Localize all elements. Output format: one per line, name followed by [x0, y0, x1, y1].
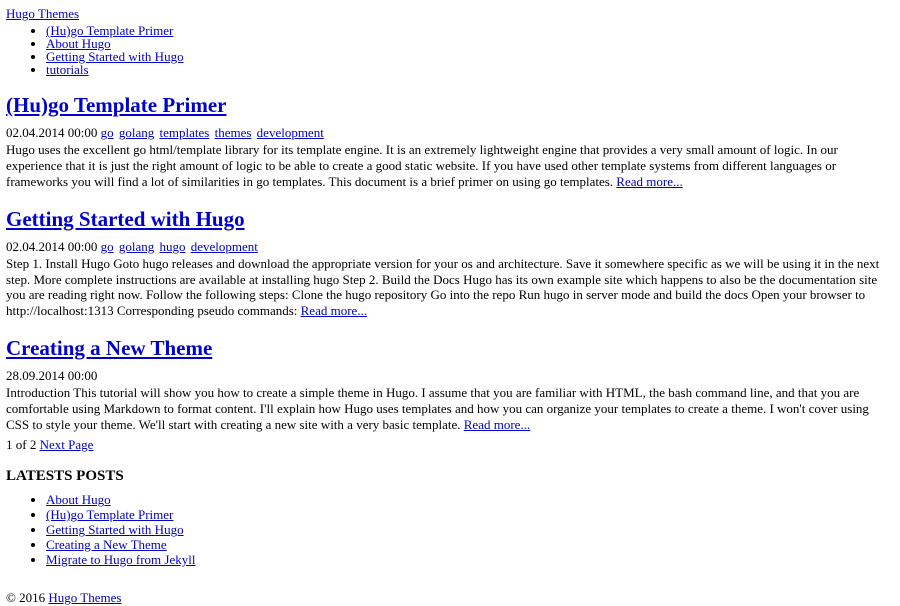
list-item	[46, 508, 894, 523]
site-title-link[interactable]: Hugo Themes	[6, 6, 80, 21]
post-tag[interactable]: golang	[118, 238, 155, 254]
latest-link-about-hugo[interactable]: About Hugo	[46, 492, 111, 508]
nav-item	[46, 63, 894, 76]
post-summary	[6, 256, 894, 319]
post-item	[6, 337, 894, 433]
pagination-status: 1 of 2	[6, 436, 37, 452]
nav-link-getting-started-with-hugo[interactable]: Getting Started with Hugo	[46, 49, 184, 64]
latest-posts-list	[6, 493, 894, 568]
site-footer	[6, 590, 894, 606]
post-item	[6, 208, 894, 320]
pagination	[6, 437, 894, 453]
nav-item	[46, 24, 894, 37]
post-summary	[6, 142, 894, 190]
post-date: 02.04.2014 00:00	[6, 238, 98, 254]
post-date: 02.04.2014 00:00	[6, 125, 98, 141]
post-title-link[interactable]: Getting Started with Hugo	[6, 206, 245, 231]
post-tag[interactable]: go	[100, 125, 114, 141]
post-tag[interactable]: templates	[159, 125, 210, 141]
nav-link-about-hugo[interactable]: About Hugo	[46, 36, 111, 51]
post-tag[interactable]: development	[190, 238, 258, 254]
nav-link-hugo-template-primer[interactable]: (Hu)go Template Primer	[46, 23, 174, 38]
post-title	[6, 208, 894, 231]
latest-link-getting-started-with-hugo[interactable]: Getting Started with Hugo	[46, 522, 184, 538]
main-navigation	[6, 24, 894, 76]
post-summary-text: Step 1. Install Hugo Goto hugo releases and download the appropriate version for your os and architecture. Save it somewhere specific as we will be using it in the next step. More complete instructions are available at installing hugo Step 2. Build the Docs Hugo has its own example site which happens to also be the documentation site you are reading right now. Follow the following steps: Clone the hugo repository Go into the repo Run hugo in server mode and build the docs Open your browser to http://localhost:1313 Corresponding pseudo commands:	[6, 255, 880, 319]
post-item	[6, 94, 894, 190]
latest-link-creating-a-new-theme[interactable]: Creating a New Theme	[46, 537, 167, 553]
post-title	[6, 337, 894, 360]
post-date: 28.09.2014 00:00	[6, 368, 98, 384]
latest-link-migrate-to-hugo-from-jekyll[interactable]: Migrate to Hugo from Jekyll	[46, 552, 196, 568]
list-item	[46, 523, 894, 538]
main-nav-list	[6, 24, 894, 76]
footer-link[interactable]: Hugo Themes	[48, 590, 122, 606]
post-tag[interactable]: golang	[118, 125, 155, 141]
post-meta	[6, 239, 894, 255]
post-meta	[6, 125, 894, 141]
read-more-link[interactable]: Read more...	[616, 173, 683, 189]
nav-link-tutorials[interactable]: tutorials	[46, 62, 89, 77]
list-item	[46, 538, 894, 553]
nav-item	[46, 50, 894, 63]
read-more-link[interactable]: Read more...	[463, 417, 531, 433]
read-more-link[interactable]: Read more...	[300, 303, 368, 319]
post-summary-text: Introduction This tutorial will show you how to create a simple theme in Hugo. I assume that you are familiar with HTML, the bash command line, and that you are comfortable using Markdown to format content. I'll explain how Hugo uses templates and how you can organize your templates to create a theme. I won't cover using CSS to style your theme. We'll start with creating a new site with a very basic template.	[6, 385, 869, 433]
post-tag[interactable]: hugo	[159, 238, 186, 254]
post-title	[6, 94, 894, 117]
post-tag[interactable]: development	[256, 125, 324, 141]
latest-link-hugo-template-primer[interactable]: (Hu)go Template Primer	[46, 507, 174, 523]
latest-posts-heading: LATESTS POSTS	[6, 468, 124, 485]
post-summary	[6, 385, 894, 433]
post-summary-text: Hugo uses the excellent go html/template library for its template engine. It is an extremely lightweight engine that provides a very small amount of logic. In our experience that it is just the right amount of logic to be able to create a good static website. If you have used other template systems from different languages or frameworks you will find a lot of similarities in go templates. This document is a brief primer on using go templates.	[6, 142, 838, 189]
list-item	[46, 553, 894, 568]
post-tag[interactable]: go	[100, 238, 114, 254]
footer-copyright: © 2016	[6, 590, 46, 606]
site-title	[6, 6, 894, 22]
post-title-link[interactable]: (Hu)go Template Primer	[6, 93, 227, 117]
list-item	[46, 493, 894, 508]
post-meta	[6, 368, 894, 384]
post-tag[interactable]: themes	[214, 125, 252, 141]
next-page-link[interactable]: Next Page	[39, 436, 94, 452]
post-title-link[interactable]: Creating a New Theme	[6, 336, 213, 361]
